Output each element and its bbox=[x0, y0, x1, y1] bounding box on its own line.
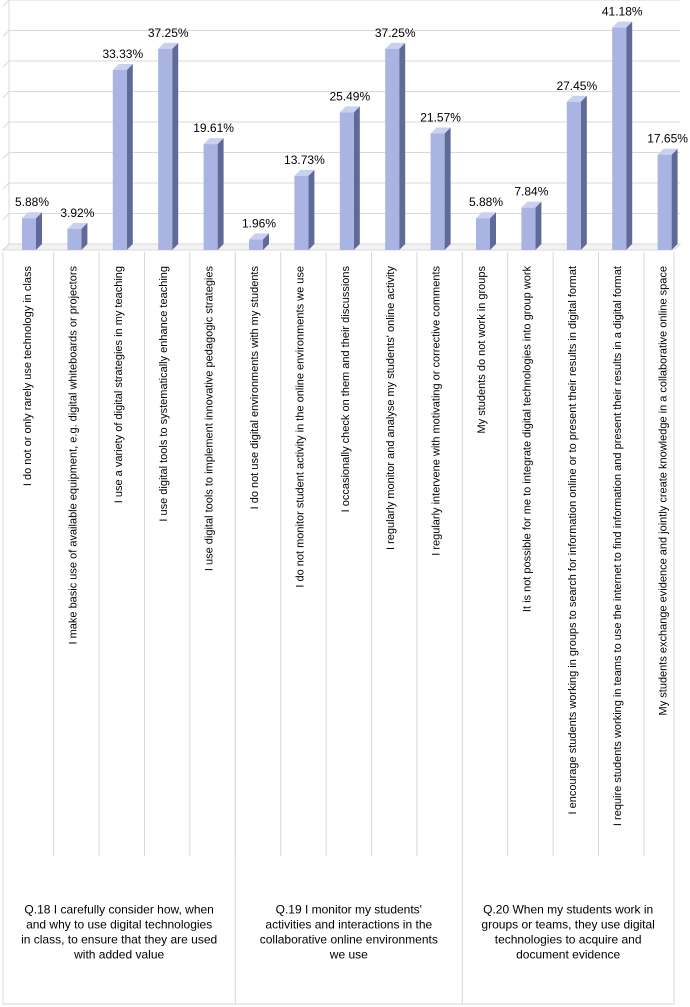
gridline-depth bbox=[3, 122, 9, 128]
gridline-depth bbox=[3, 153, 9, 159]
value-label: 27.45% bbox=[556, 78, 598, 93]
value-label: 21.57% bbox=[420, 110, 461, 125]
bar bbox=[612, 22, 632, 250]
gridline-depth bbox=[3, 92, 9, 98]
bar bbox=[294, 170, 314, 250]
gridline-depth bbox=[3, 183, 9, 189]
category-label: I occasionally check on them and their discussions bbox=[339, 266, 352, 513]
bar-front bbox=[158, 49, 172, 250]
category-label: I use digital tools to systematically enhance teaching bbox=[158, 266, 171, 522]
bar-front bbox=[67, 229, 81, 250]
category-label: My students do not work in groups bbox=[476, 266, 488, 434]
bar-front bbox=[385, 49, 399, 250]
bar bbox=[204, 138, 224, 250]
bar-side bbox=[490, 212, 496, 250]
gridline-depth bbox=[3, 0, 9, 6]
bar-front bbox=[431, 134, 445, 250]
bar-front bbox=[567, 102, 581, 250]
group-label-line: Q.20 When my students work in bbox=[483, 902, 654, 917]
value-label: 13.73% bbox=[284, 152, 325, 167]
gridline-depth bbox=[3, 31, 9, 37]
value-label: 25.49% bbox=[329, 89, 371, 104]
group-label bbox=[21, 903, 217, 962]
bar-side bbox=[36, 212, 42, 250]
group-label bbox=[260, 903, 438, 962]
bar-side bbox=[535, 202, 541, 250]
bar-front bbox=[294, 176, 308, 250]
group-label-line: in class, to ensure that they are used bbox=[21, 932, 218, 947]
bar-side bbox=[399, 43, 405, 250]
value-label: 37.25% bbox=[374, 25, 416, 40]
value-label: 17.65% bbox=[647, 131, 688, 146]
group-label-line: and why to use digital technologies bbox=[26, 917, 213, 932]
group-label-line: Q.19 I monitor my students' bbox=[275, 902, 422, 917]
bar bbox=[340, 106, 360, 250]
category-labels bbox=[22, 266, 670, 827]
bar-front bbox=[113, 70, 127, 250]
value-label: 41.18% bbox=[601, 4, 643, 19]
bar bbox=[113, 64, 133, 250]
group-label-line: we use bbox=[329, 947, 368, 962]
group-label-line: groups or teams, they use digital bbox=[481, 917, 655, 932]
bar-front bbox=[340, 112, 354, 250]
bar bbox=[431, 128, 451, 250]
bar-front bbox=[658, 155, 672, 250]
bar bbox=[567, 96, 587, 250]
bar-front bbox=[521, 208, 535, 250]
bar-front bbox=[476, 218, 490, 250]
bar-side bbox=[581, 96, 587, 250]
bar-side bbox=[308, 170, 314, 250]
value-label: 19.61% bbox=[193, 121, 234, 136]
bar-side bbox=[127, 64, 133, 250]
value-label: 3.92% bbox=[60, 205, 95, 220]
bar bbox=[385, 43, 405, 250]
category-label: I do not monitor student activity in the online environments we use bbox=[294, 266, 307, 588]
category-label: I regularly intervene with motivating or corrective comments bbox=[430, 266, 443, 556]
value-label: 5.88% bbox=[468, 195, 504, 210]
bar-side bbox=[172, 43, 178, 250]
group-label-line: activities and interactions in the bbox=[265, 917, 433, 932]
category-label: I make basic use of available equipment, e.g. digital whiteboards or projectors bbox=[67, 266, 80, 645]
bar-side bbox=[218, 138, 224, 250]
bar-side bbox=[445, 128, 451, 250]
bar bbox=[22, 212, 42, 250]
bar-front bbox=[204, 144, 218, 250]
bar-front bbox=[612, 28, 626, 250]
bar bbox=[158, 43, 178, 250]
bar-side bbox=[626, 22, 632, 250]
value-label: 5.88% bbox=[14, 195, 50, 210]
bar-side bbox=[672, 149, 678, 250]
group-label-line: collaborative online environments bbox=[259, 932, 438, 947]
category-label: I regularly monitor and analyse my students' online activity bbox=[385, 266, 398, 550]
group-labels bbox=[21, 903, 655, 962]
value-label: 37.25% bbox=[147, 25, 189, 40]
category-label: I do not use digital environments with my students bbox=[249, 266, 261, 510]
bar-side bbox=[354, 106, 360, 250]
category-label: My students exchange evidence and jointly create knowledge in a collaborative online space bbox=[657, 266, 670, 716]
group-label-line: technologies to acquire and bbox=[494, 932, 642, 947]
bar bbox=[521, 202, 541, 250]
group-label-line: with added value bbox=[74, 947, 165, 962]
gridline-depth bbox=[3, 61, 9, 67]
bar bbox=[67, 223, 87, 250]
group-label bbox=[481, 903, 654, 962]
group-label-line: document evidence bbox=[516, 947, 621, 962]
bar-front bbox=[22, 218, 36, 250]
bar bbox=[658, 149, 678, 250]
gridline-depth bbox=[3, 214, 9, 220]
bar-front bbox=[249, 239, 263, 250]
value-label: 7.84% bbox=[514, 184, 549, 199]
category-label: I do not or only rarely use technology in class bbox=[22, 266, 34, 487]
category-label: I use digital tools to implement innovative pedagogic strategies bbox=[203, 266, 216, 572]
category-label: It is not possible for me to integrate digital technologies into group work bbox=[521, 266, 534, 613]
category-label: I encourage students working in groups to search for information online or to present their results in digital format bbox=[566, 266, 579, 815]
value-label: 1.96% bbox=[241, 216, 277, 231]
bar bbox=[476, 212, 496, 250]
category-label: I require students working in teams to use the internet to find information and present their results in a digital format bbox=[612, 266, 625, 827]
value-label: 33.33% bbox=[102, 47, 144, 62]
group-label-line: Q.18 I carefully consider how, when bbox=[24, 902, 214, 917]
category-label: I use a variety of digital strategies in my teaching bbox=[112, 266, 125, 504]
